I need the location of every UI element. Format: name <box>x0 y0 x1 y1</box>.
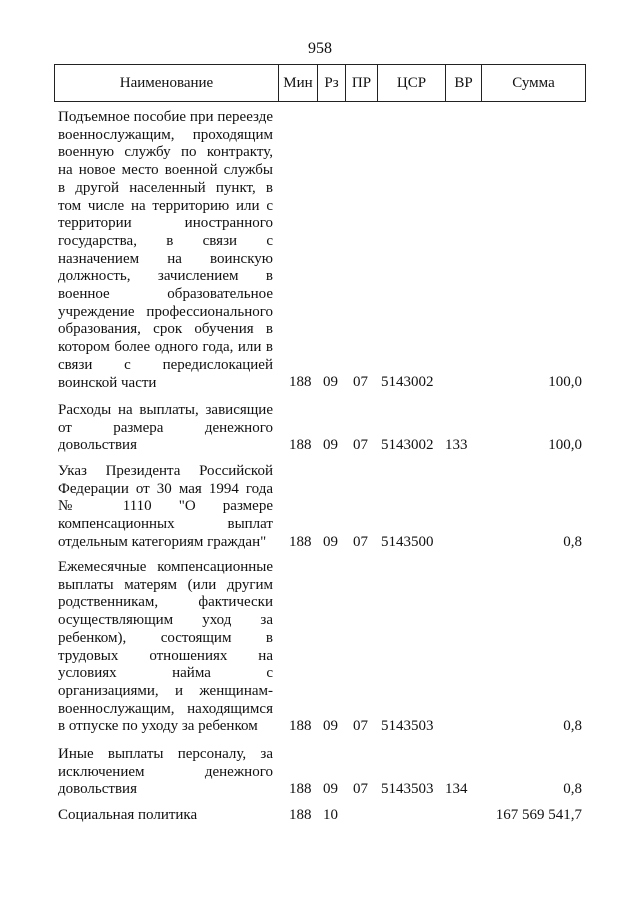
page-number: 958 <box>308 40 332 57</box>
row-name-line: осуществляющим уход за <box>58 612 273 629</box>
row-min: 188 <box>289 374 312 390</box>
row-sum: 100,0 <box>548 437 582 453</box>
row-rz: 10 <box>323 807 338 823</box>
row-name-line: образования, срок обучения в <box>58 321 273 338</box>
row-rz: 09 <box>323 374 338 390</box>
row-name-line: Иные выплаты персоналу, за <box>58 746 273 762</box>
row-name-line: организациями, и женщинам- <box>58 682 273 699</box>
row-pr: 07 <box>353 718 368 734</box>
row-vr: 133 <box>445 437 468 453</box>
header-rz: Рз <box>318 65 346 102</box>
row-csr: 5143500 <box>381 534 434 550</box>
row-name-line: Расходы на выплаты, зависящие <box>58 402 273 418</box>
row-name-line: исключением денежного <box>58 763 273 780</box>
row-name-line: Федерации от 30 мая 1994 года <box>58 480 273 497</box>
row-name-line: трудовых отношениях на <box>58 647 273 664</box>
row-min: 188 <box>289 437 312 453</box>
row-rz: 09 <box>323 781 338 797</box>
row-csr: 5143002 <box>381 374 434 390</box>
row-rz: 09 <box>323 718 338 734</box>
row-name-line: территории иностранного <box>58 215 273 232</box>
header-csr: ЦСР <box>378 65 446 102</box>
row-name-line: довольствия <box>58 781 137 798</box>
row-name <box>58 463 273 552</box>
row-name-line: № 1110 "О размере <box>58 498 273 515</box>
row-name <box>58 746 273 799</box>
row-name-line: ребенком), состоящим в <box>58 629 273 646</box>
row-pr: 07 <box>353 374 368 390</box>
row-name <box>58 402 273 455</box>
row-pr: 07 <box>353 781 368 797</box>
row-name-line: военнослужащим, находящимся <box>58 700 273 717</box>
table-header <box>54 64 586 102</box>
row-name-line: котором более одного года, или в <box>58 339 273 356</box>
row-name-line: Подъемное пособие при переезде <box>58 109 273 125</box>
header-name: Наименование <box>55 65 279 102</box>
row-name-line: военное образовательное <box>58 286 273 303</box>
header-min: Мин <box>279 65 318 102</box>
row-name-line: отдельным категориям граждан" <box>58 533 267 550</box>
row-vr: 134 <box>445 781 468 797</box>
row-rz: 09 <box>323 534 338 550</box>
row-min: 188 <box>289 807 312 823</box>
row-name-line: на новое место военной службы <box>58 162 273 179</box>
row-name-line: назначением на воинскую <box>58 250 273 267</box>
row-sum: 0,8 <box>563 781 582 797</box>
row-name-line: воинской части <box>58 374 157 391</box>
row-min: 188 <box>289 781 312 797</box>
row-pr: 07 <box>353 534 368 550</box>
row-rz: 09 <box>323 437 338 453</box>
row-min: 188 <box>289 718 312 734</box>
row-name-line: компенсационных выплат <box>58 516 273 533</box>
row-sum: 0,8 <box>563 534 582 550</box>
row-name-line: Социальная политика <box>58 807 198 823</box>
row-name-line: в другой населенный пункт, в <box>58 179 273 196</box>
row-csr: 5143503 <box>381 718 434 734</box>
header-sum: Сумма <box>482 65 586 102</box>
row-name-line: в отпуске по уходу за ребенком <box>58 718 258 735</box>
row-name-line: условиях найма с <box>58 665 273 682</box>
row-name-line: от размера денежного <box>58 419 273 436</box>
row-name-line: связи с передислокацией <box>58 356 273 373</box>
row-name-line: учреждение профессионального <box>58 303 273 320</box>
row-sum: 0,8 <box>563 718 582 734</box>
row-csr: 5143503 <box>381 781 434 797</box>
row-name-line: военнослужащим, проходящим <box>58 126 273 143</box>
row-csr: 5143002 <box>381 437 434 453</box>
row-name-line: военную службу по контракту, <box>58 144 273 161</box>
row-name-line: довольствия <box>58 437 137 454</box>
header-vr: ВР <box>446 65 482 102</box>
row-name-line: государства, в связи с <box>58 232 273 249</box>
row-name-line: должность, зачислением в <box>58 268 273 285</box>
row-sum: 100,0 <box>548 374 582 390</box>
row-pr: 07 <box>353 437 368 453</box>
row-min: 188 <box>289 534 312 550</box>
row-name-line: том числе на территорию или с <box>58 197 273 214</box>
header-pr: ПР <box>346 65 378 102</box>
row-name <box>58 109 273 392</box>
row-name <box>58 559 273 736</box>
row-name-line: Ежемесячные компенсационные <box>58 559 273 575</box>
row-name-line: родственникам, фактически <box>58 594 273 611</box>
row-name <box>58 807 273 825</box>
row-name-line: Указ Президента Российской <box>58 463 273 479</box>
row-name-line: выплаты матерям (или другим <box>58 576 273 593</box>
row-sum: 167 569 541,7 <box>495 807 582 823</box>
